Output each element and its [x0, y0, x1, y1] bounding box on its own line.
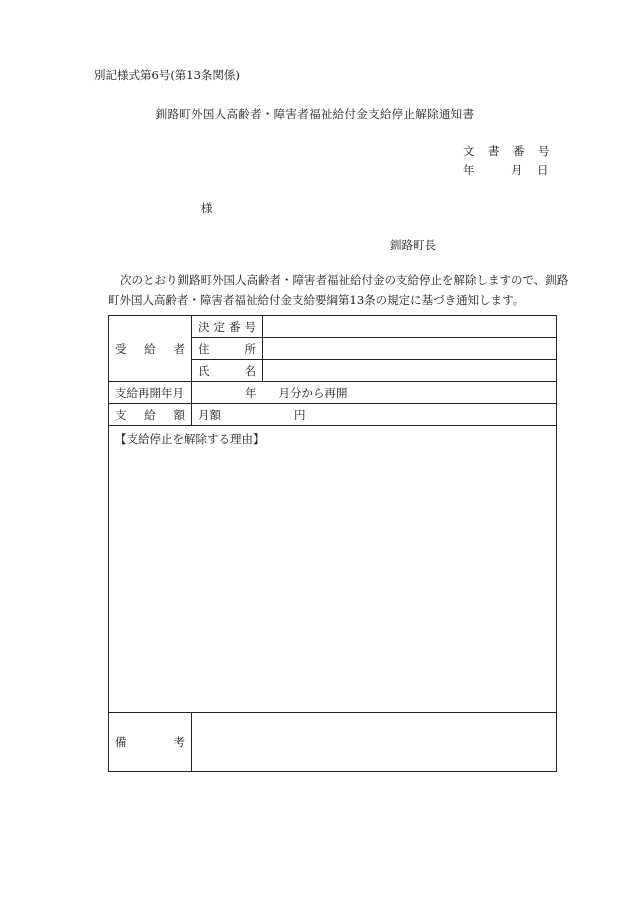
notice-form-table	[108, 315, 557, 772]
address-field[interactable]	[263, 338, 557, 360]
amount-label: 支 給 額	[109, 404, 192, 426]
reason-field[interactable]	[109, 426, 557, 713]
resume-year-unit: 年	[245, 385, 257, 400]
amount-field[interactable]	[192, 404, 557, 426]
decision-number-field[interactable]	[263, 316, 557, 338]
resume-month-label: 支給再開年月	[109, 382, 192, 404]
body-text: 次のとおり釧路町外国人高齢者・障害者福祉給付金の支給停止を解除しますので、釧路町外国人高齢者・障害者福祉給付金支給要綱第13条の規定に基づき通知します。	[108, 273, 569, 307]
resume-suffix: 月分から再開	[278, 385, 348, 400]
doc-number-char: 番	[513, 144, 525, 158]
document-number-label	[463, 143, 550, 159]
name-label: 氏 名	[192, 360, 263, 382]
doc-number-char: 号	[538, 144, 550, 158]
form-number: 別記様式第6号(第13条関係)	[94, 68, 240, 82]
doc-number-char: 書	[488, 144, 500, 158]
date-day: 日	[537, 163, 549, 177]
table-row	[109, 404, 557, 426]
table-row	[109, 713, 557, 772]
addressee-suffix: 様	[201, 201, 213, 215]
date-month: 月	[511, 163, 523, 177]
reason-label: 【支給停止を解除する理由】	[115, 432, 265, 446]
decision-number-label: 決 定 番 号	[192, 316, 263, 338]
resume-month-field[interactable]	[192, 382, 557, 404]
table-row	[109, 382, 557, 404]
recipient-label: 受 給 者	[109, 316, 192, 382]
name-field[interactable]	[263, 360, 557, 382]
doc-number-char: 文	[463, 144, 475, 158]
remarks-label: 備 考	[109, 713, 192, 772]
monthly-label: 月額	[198, 407, 221, 422]
issuer-name: 釧路町長	[390, 238, 436, 252]
remarks-field[interactable]	[192, 713, 557, 772]
date-line	[463, 162, 549, 178]
table-row	[109, 316, 557, 338]
address-label: 住 所	[192, 338, 263, 360]
yen-unit: 円	[294, 407, 306, 422]
date-year: 年	[463, 163, 475, 177]
document-title: 釧路町外国人高齢者・障害者福祉給付金支給停止解除通知書	[155, 107, 475, 121]
table-row	[109, 426, 557, 713]
